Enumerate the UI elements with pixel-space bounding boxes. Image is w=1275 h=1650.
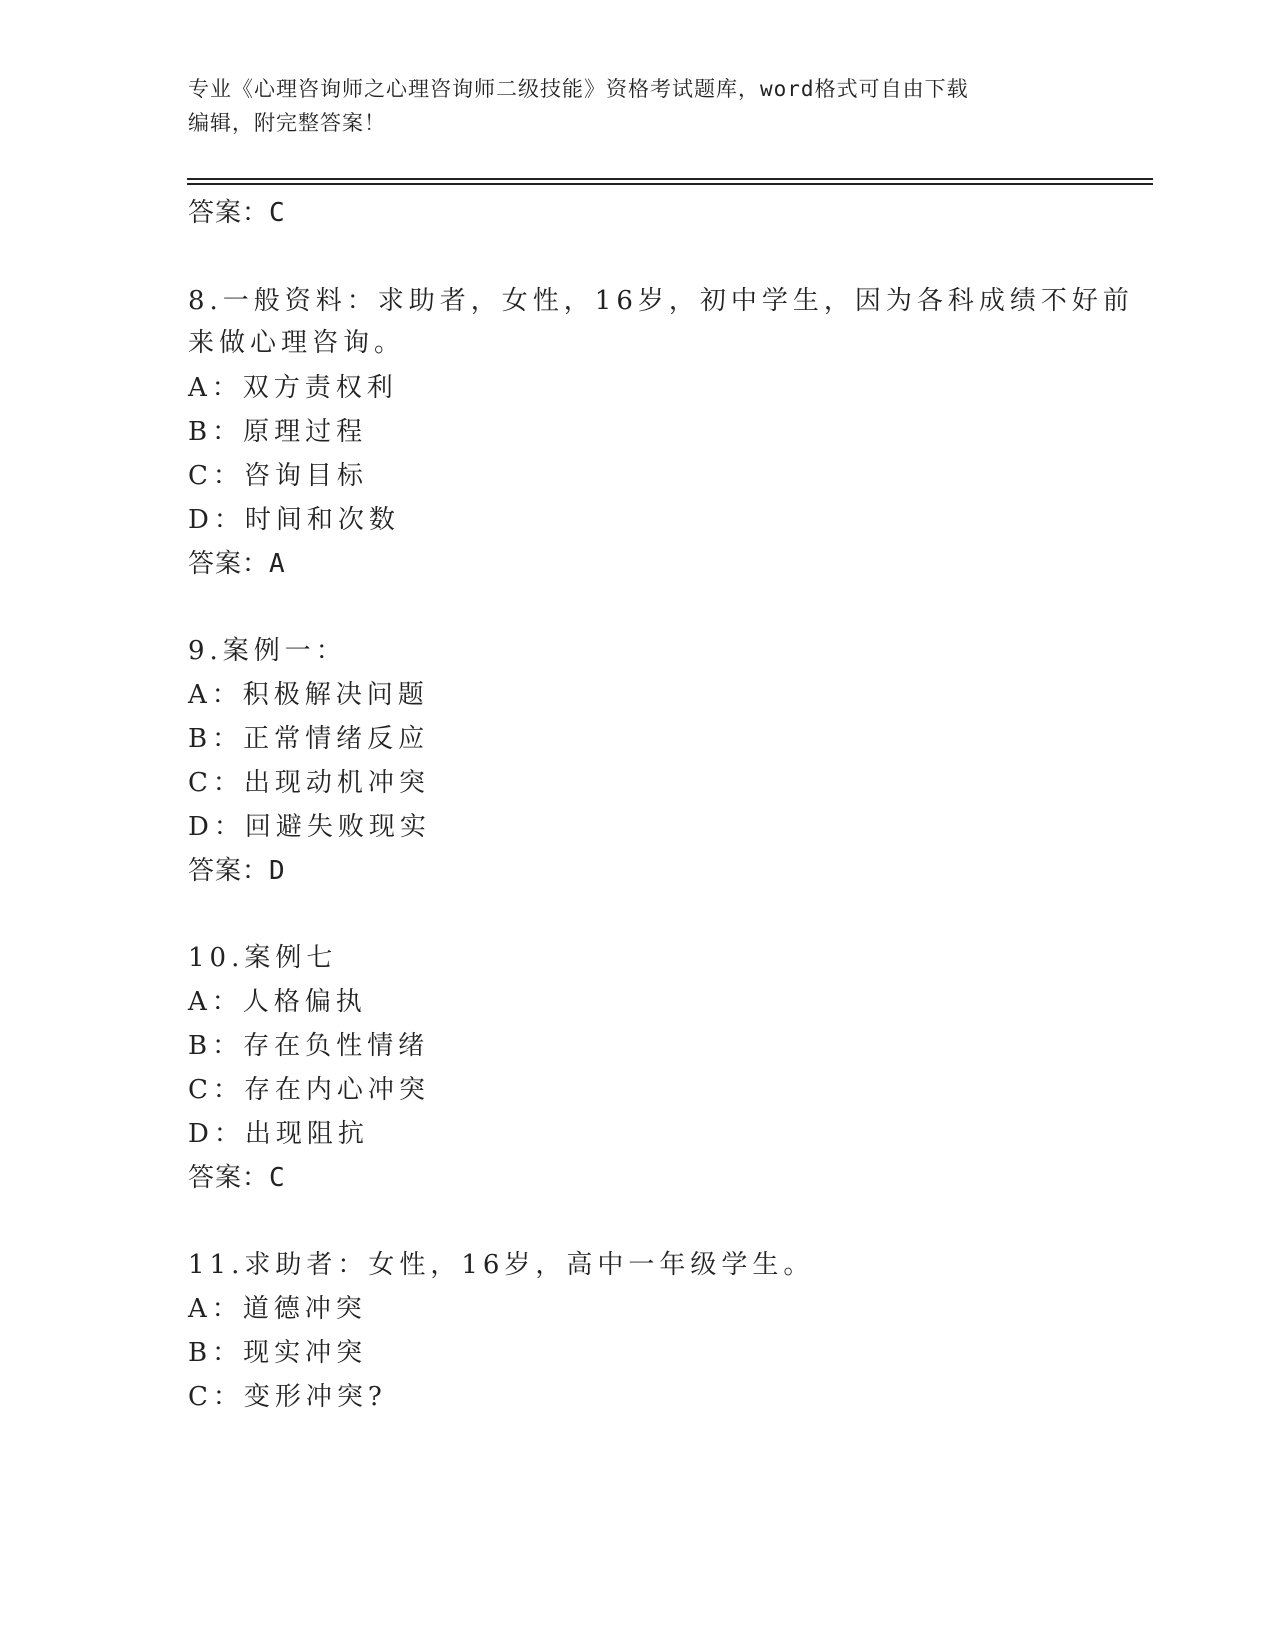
option-a: A：人格偏执 [188, 987, 367, 1017]
question-stem: 11.求助者：女性，16岁，高中一年级学生。 [188, 1250, 815, 1280]
option-b: B：存在负性情绪 [188, 1031, 430, 1061]
option-c: C：存在内心冲突 [188, 1075, 430, 1105]
previous-answer: 答案：C [188, 198, 286, 228]
option-a: A：积极解决问题 [188, 680, 429, 710]
option-a: A：双方责权利 [188, 373, 398, 403]
option-d: D：时间和次数 [188, 505, 400, 535]
option-b: B：正常情绪反应 [188, 724, 430, 754]
option-b: B：现实冲突 [188, 1338, 368, 1368]
answer: 答案：C [188, 1163, 286, 1193]
option-c: C：变形冲突? [188, 1382, 387, 1412]
header-line-2: 编辑，附完整答案！ [188, 111, 386, 135]
answer: 答案：A [188, 549, 286, 579]
question-stem: 9.案例一： [188, 636, 347, 666]
option-b: B：原理过程 [188, 417, 368, 447]
option-d: D：回避失败现实 [188, 812, 431, 842]
option-c: C：出现动机冲突 [188, 768, 430, 798]
header-divider-top [187, 178, 1153, 180]
answer: 答案：D [188, 856, 286, 886]
option-a: A：道德冲突 [188, 1294, 367, 1324]
header-line-1: 专业《心理咨询师之心理咨询师二级技能》资格考试题库，word格式可自由下载 [188, 77, 969, 101]
question-stem-line-1: 8.一般资料：求助者，女性，16岁，初中学生，因为各科成绩不好前 [188, 286, 1134, 316]
option-c: C：咨询目标 [188, 461, 368, 491]
header-divider-bottom [187, 183, 1153, 185]
document-header [188, 72, 1088, 140]
question-stem-line-2: 来做心理咨询。 [188, 328, 406, 358]
question-stem: 10.案例七 [188, 943, 338, 973]
option-d: D：出现阻抗 [188, 1119, 369, 1149]
